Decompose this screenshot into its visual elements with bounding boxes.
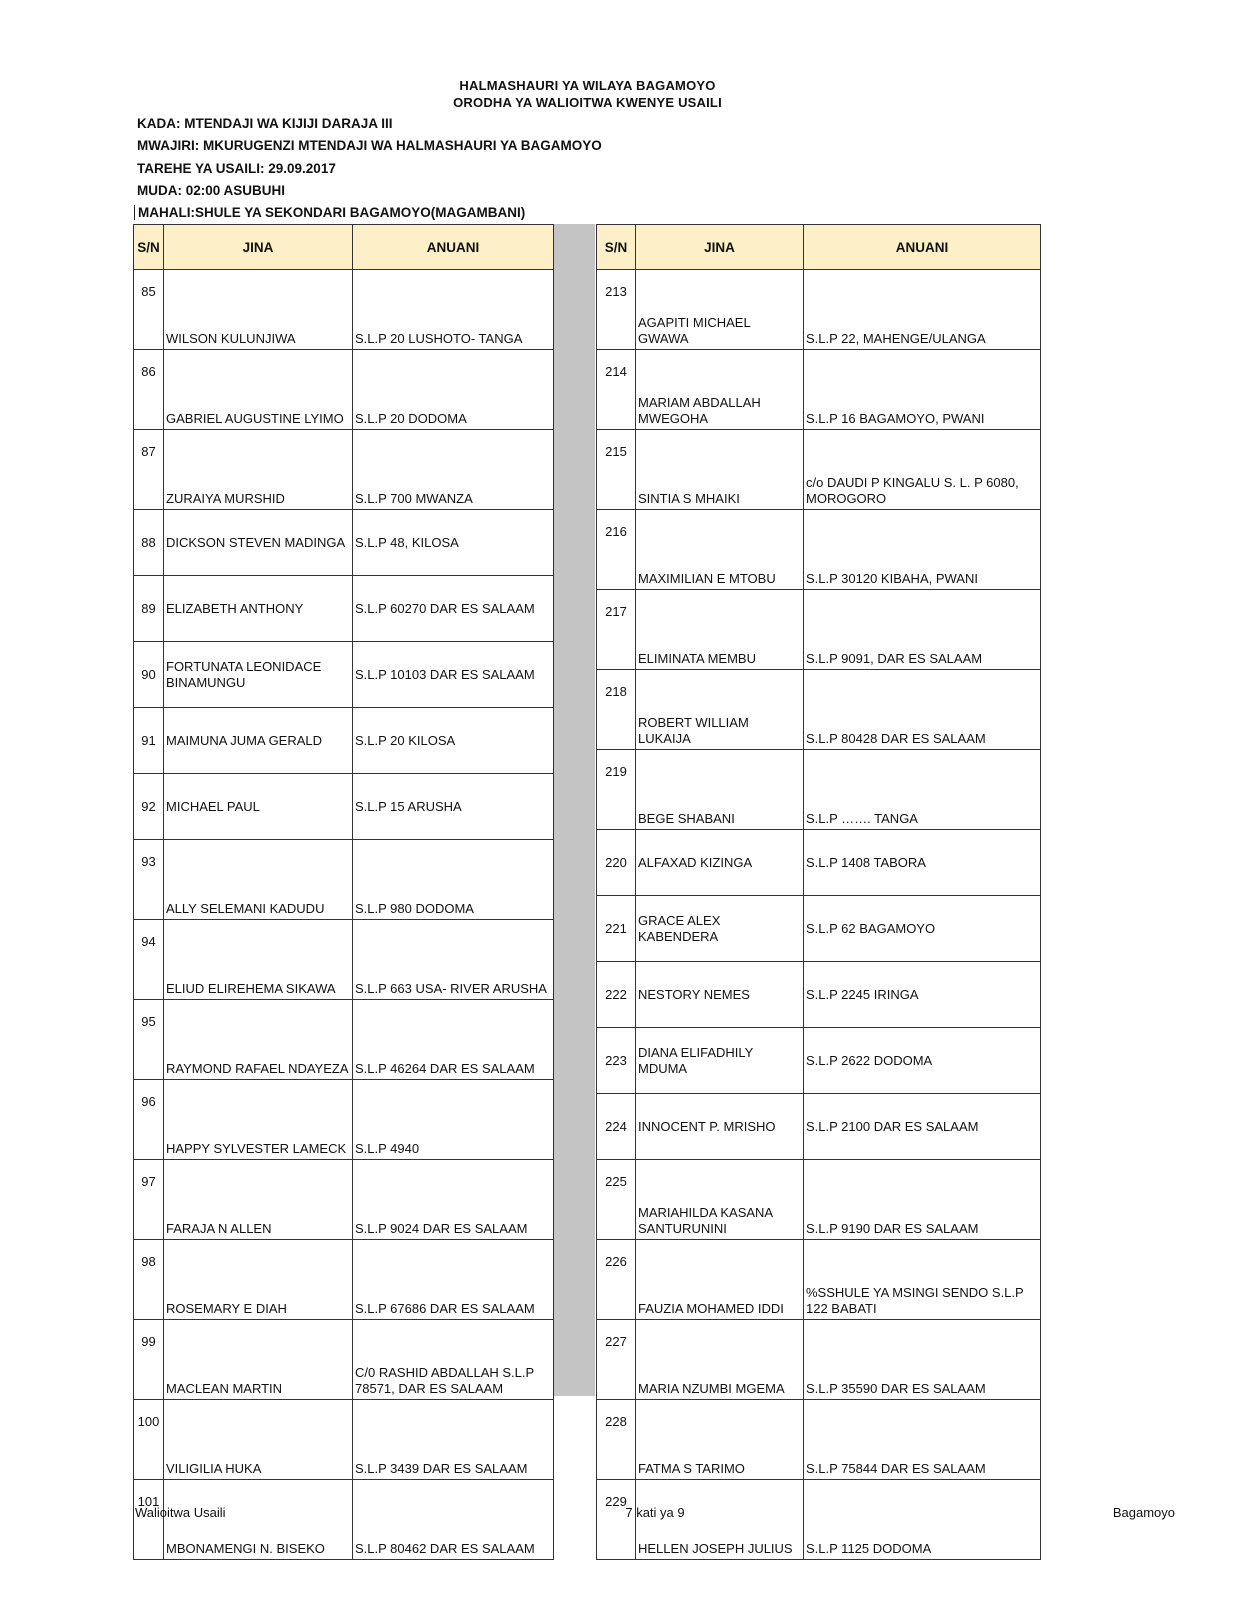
cell-jina: RAYMOND RAFAEL NDAYEZA bbox=[164, 1000, 353, 1080]
column-header-sn: S/N bbox=[597, 225, 636, 270]
cell-sn: 98 bbox=[134, 1240, 164, 1320]
cell-sn: 224 bbox=[597, 1094, 636, 1160]
table-row bbox=[597, 1400, 1041, 1480]
table-row bbox=[134, 350, 554, 430]
cell-sn: 225 bbox=[597, 1160, 636, 1240]
table-row bbox=[597, 1240, 1041, 1320]
cell-anuani: S.L.P 20 KILOSA bbox=[353, 708, 554, 774]
table-row bbox=[134, 774, 554, 840]
cell-anuani: S.L.P 22, MAHENGE/ULANGA bbox=[804, 270, 1041, 350]
table-row bbox=[134, 1320, 554, 1400]
cell-jina: HELLEN JOSEPH JULIUS bbox=[636, 1480, 804, 1560]
footer-right: Bagamoyo bbox=[1112, 1505, 1175, 1520]
table-row bbox=[134, 642, 554, 708]
table-row bbox=[597, 962, 1041, 1028]
document-subtitle: ORODHA YA WALIOITWA KWENYE USAILI bbox=[453, 95, 722, 110]
cell-jina: ROSEMARY E DIAH bbox=[164, 1240, 353, 1320]
table-row bbox=[134, 920, 554, 1000]
right-table-body bbox=[597, 270, 1041, 1560]
table-row bbox=[134, 576, 554, 642]
cell-anuani: S.L.P 2245 IRINGA bbox=[804, 962, 1041, 1028]
table-row bbox=[597, 350, 1041, 430]
page-number: 7 kati ya 9 bbox=[625, 1505, 685, 1520]
cell-anuani: S.L.P 30120 KIBAHA, PWANI bbox=[804, 510, 1041, 590]
cell-jina: ELIUD ELIREHEMA SIKAWA bbox=[164, 920, 353, 1000]
table-row bbox=[597, 1160, 1041, 1240]
right-roster-table bbox=[596, 224, 1041, 1560]
table-row bbox=[134, 1400, 554, 1480]
cell-anuani: %SSHULE YA MSINGI SENDO S.L.P 122 BABATI bbox=[804, 1240, 1041, 1320]
table-header-row bbox=[597, 225, 1041, 270]
cell-sn: 216 bbox=[597, 510, 636, 590]
cell-anuani: S.L.P 9190 DAR ES SALAAM bbox=[804, 1160, 1041, 1240]
cell-sn: 96 bbox=[134, 1080, 164, 1160]
cell-jina: DIANA ELIFADHILY MDUMA bbox=[636, 1028, 804, 1094]
cell-anuani: S.L.P 16 BAGAMOYO, PWANI bbox=[804, 350, 1041, 430]
cell-sn: 93 bbox=[134, 840, 164, 920]
table-row bbox=[597, 590, 1041, 670]
cell-sn: 221 bbox=[597, 896, 636, 962]
column-header-anuani: ANUANI bbox=[353, 225, 554, 270]
table-row bbox=[597, 670, 1041, 750]
cell-sn: 97 bbox=[134, 1160, 164, 1240]
cell-jina: INNOCENT P. MRISHO bbox=[636, 1094, 804, 1160]
cell-sn: 215 bbox=[597, 430, 636, 510]
cell-jina: MARIAHILDA KASANA SANTURUNINI bbox=[636, 1160, 804, 1240]
cell-anuani: S.L.P 20 DODOMA bbox=[353, 350, 554, 430]
cell-sn: 228 bbox=[597, 1400, 636, 1480]
cell-anuani: S.L.P 9091, DAR ES SALAAM bbox=[804, 590, 1041, 670]
cell-sn: 217 bbox=[597, 590, 636, 670]
cell-jina: FAUZIA MOHAMED IDDI bbox=[636, 1240, 804, 1320]
cell-anuani: S.L.P 700 MWANZA bbox=[353, 430, 554, 510]
cell-sn: 87 bbox=[134, 430, 164, 510]
table-header-row bbox=[134, 225, 554, 270]
table-row bbox=[134, 1080, 554, 1160]
cell-jina: VILIGILIA HUKA bbox=[164, 1400, 353, 1480]
cell-sn: 86 bbox=[134, 350, 164, 430]
column-header-anuani: ANUANI bbox=[804, 225, 1041, 270]
cell-jina: DICKSON STEVEN MADINGA bbox=[164, 510, 353, 576]
cell-sn: 222 bbox=[597, 962, 636, 1028]
cell-sn: 100 bbox=[134, 1400, 164, 1480]
cell-jina: AGAPITI MICHAEL GWAWA bbox=[636, 270, 804, 350]
cell-sn: 85 bbox=[134, 270, 164, 350]
cell-anuani: S.L.P 3439 DAR ES SALAAM bbox=[353, 1400, 554, 1480]
cell-anuani: S.L.P 20 LUSHOTO- TANGA bbox=[353, 270, 554, 350]
table-row bbox=[597, 270, 1041, 350]
cell-jina: FARAJA N ALLEN bbox=[164, 1160, 353, 1240]
column-header-sn: S/N bbox=[134, 225, 164, 270]
cell-anuani: S.L.P 48, KILOSA bbox=[353, 510, 554, 576]
table-row bbox=[134, 1000, 554, 1080]
cell-sn: 95 bbox=[134, 1000, 164, 1080]
cell-anuani: S.L.P 1408 TABORA bbox=[804, 830, 1041, 896]
cell-anuani: S.L.P 2100 DAR ES SALAAM bbox=[804, 1094, 1041, 1160]
cell-jina: MARIA NZUMBI MGEMA bbox=[636, 1320, 804, 1400]
cell-jina: MACLEAN MARTIN bbox=[164, 1320, 353, 1400]
cell-anuani: S.L.P 75844 DAR ES SALAAM bbox=[804, 1400, 1041, 1480]
cell-jina: MBONAMENGI N. BISEKO bbox=[164, 1480, 353, 1560]
cell-anuani: C/0 RASHID ABDALLAH S.L.P 78571, DAR ES SALAAM bbox=[353, 1320, 554, 1400]
column-header-jina: JINA bbox=[636, 225, 804, 270]
cell-jina: MICHAEL PAUL bbox=[164, 774, 353, 840]
document-title: HALMASHAURI YA WILAYA BAGAMOYO bbox=[459, 78, 716, 93]
cell-sn: 226 bbox=[597, 1240, 636, 1320]
cell-sn: 214 bbox=[597, 350, 636, 430]
cell-sn: 92 bbox=[134, 774, 164, 840]
cell-anuani: S.L.P 663 USA- RIVER ARUSHA bbox=[353, 920, 554, 1000]
cell-jina: SINTIA S MHAIKI bbox=[636, 430, 804, 510]
table-row bbox=[597, 1028, 1041, 1094]
cell-anuani: S.L.P 67686 DAR ES SALAAM bbox=[353, 1240, 554, 1320]
table-row bbox=[597, 1320, 1041, 1400]
table-row bbox=[134, 430, 554, 510]
cell-jina: HAPPY SYLVESTER LAMECK bbox=[164, 1080, 353, 1160]
meta-mwajiri: MWAJIRI: MKURUGENZI MTENDAJI WA HALMASHAURI YA BAGAMOYO bbox=[137, 138, 602, 153]
table-row bbox=[597, 510, 1041, 590]
cell-anuani: S.L.P 4940 bbox=[353, 1080, 554, 1160]
meta-kada: KADA: MTENDAJI WA KIJIJI DARAJA III bbox=[137, 116, 393, 131]
cell-jina: ELIZABETH ANTHONY bbox=[164, 576, 353, 642]
cell-sn: 99 bbox=[134, 1320, 164, 1400]
cell-sn: 94 bbox=[134, 920, 164, 1000]
footer-left: Walioitwa Usaili bbox=[135, 1505, 226, 1520]
meta-muda: MUDA: 02:00 ASUBUHI bbox=[137, 183, 286, 198]
table-row bbox=[134, 270, 554, 350]
cell-jina: ROBERT WILLIAM LUKAIJA bbox=[636, 670, 804, 750]
meta-mahali: MAHALI:SHULE YA SEKONDARI BAGAMOYO(MAGAMBANI) bbox=[134, 205, 525, 220]
cell-anuani: S.L.P 15 ARUSHA bbox=[353, 774, 554, 840]
cell-jina: ALLY SELEMANI KADUDU bbox=[164, 840, 353, 920]
cell-jina: ALFAXAD KIZINGA bbox=[636, 830, 804, 896]
cell-jina: FORTUNATA LEONIDACE BINAMUNGU bbox=[164, 642, 353, 708]
cell-anuani: S.L.P 35590 DAR ES SALAAM bbox=[804, 1320, 1041, 1400]
cell-anuani: S.L.P 80428 DAR ES SALAAM bbox=[804, 670, 1041, 750]
cell-sn: 218 bbox=[597, 670, 636, 750]
cell-sn: 213 bbox=[597, 270, 636, 350]
cell-anuani: S.L.P 1125 DODOMA bbox=[804, 1480, 1041, 1560]
cell-jina: MARIAM ABDALLAH MWEGOHA bbox=[636, 350, 804, 430]
cell-jina: MAIMUNA JUMA GERALD bbox=[164, 708, 353, 774]
left-table-body bbox=[134, 270, 554, 1560]
cell-sn: 227 bbox=[597, 1320, 636, 1400]
cell-sn: 89 bbox=[134, 576, 164, 642]
cell-anuani: S.L.P 10103 DAR ES SALAAM bbox=[353, 642, 554, 708]
cell-sn: 219 bbox=[597, 750, 636, 830]
cell-anuani: S.L.P 980 DODOMA bbox=[353, 840, 554, 920]
cell-jina: WILSON KULUNJIWA bbox=[164, 270, 353, 350]
cell-anuani: S.L.P 80462 DAR ES SALAAM bbox=[353, 1480, 554, 1560]
table-row bbox=[134, 1160, 554, 1240]
cell-jina: ELIMINATA MEMBU bbox=[636, 590, 804, 670]
cell-sn: 229 bbox=[597, 1480, 636, 1560]
cell-jina: GRACE ALEX KABENDERA bbox=[636, 896, 804, 962]
table-row bbox=[134, 510, 554, 576]
table-row bbox=[134, 708, 554, 774]
cell-anuani: S.L.P 62 BAGAMOYO bbox=[804, 896, 1041, 962]
meta-tarehe: TAREHE YA USAILI: 29.09.2017 bbox=[137, 161, 336, 176]
table-row bbox=[134, 1240, 554, 1320]
cell-sn: 223 bbox=[597, 1028, 636, 1094]
cell-jina: GABRIEL AUGUSTINE LYIMO bbox=[164, 350, 353, 430]
table-row bbox=[597, 430, 1041, 510]
cell-anuani: S.L.P 60270 DAR ES SALAAM bbox=[353, 576, 554, 642]
cell-sn: 101 bbox=[134, 1480, 164, 1560]
table-row bbox=[597, 1094, 1041, 1160]
cell-anuani: S.L.P 2622 DODOMA bbox=[804, 1028, 1041, 1094]
table-row bbox=[597, 830, 1041, 896]
cell-anuani: S.L.P 9024 DAR ES SALAAM bbox=[353, 1160, 554, 1240]
cell-jina: NESTORY NEMES bbox=[636, 962, 804, 1028]
cell-jina: BEGE SHABANI bbox=[636, 750, 804, 830]
table-row bbox=[597, 896, 1041, 962]
table-gutter bbox=[554, 224, 595, 1396]
cell-sn: 91 bbox=[134, 708, 164, 774]
column-header-jina: JINA bbox=[164, 225, 353, 270]
cell-jina: MAXIMILIAN E MTOBU bbox=[636, 510, 804, 590]
cell-sn: 88 bbox=[134, 510, 164, 576]
cell-sn: 90 bbox=[134, 642, 164, 708]
table-row bbox=[597, 750, 1041, 830]
left-roster-table bbox=[133, 224, 554, 1560]
cell-jina: FATMA S TARIMO bbox=[636, 1400, 804, 1480]
cell-anuani: S.L.P 46264 DAR ES SALAAM bbox=[353, 1000, 554, 1080]
cell-anuani: c/o DAUDI P KINGALU S. L. P 6080, MOROGORO bbox=[804, 430, 1041, 510]
cell-sn: 220 bbox=[597, 830, 636, 896]
cell-jina: ZURAIYA MURSHID bbox=[164, 430, 353, 510]
table-row bbox=[134, 840, 554, 920]
cell-anuani: S.L.P ……. TANGA bbox=[804, 750, 1041, 830]
